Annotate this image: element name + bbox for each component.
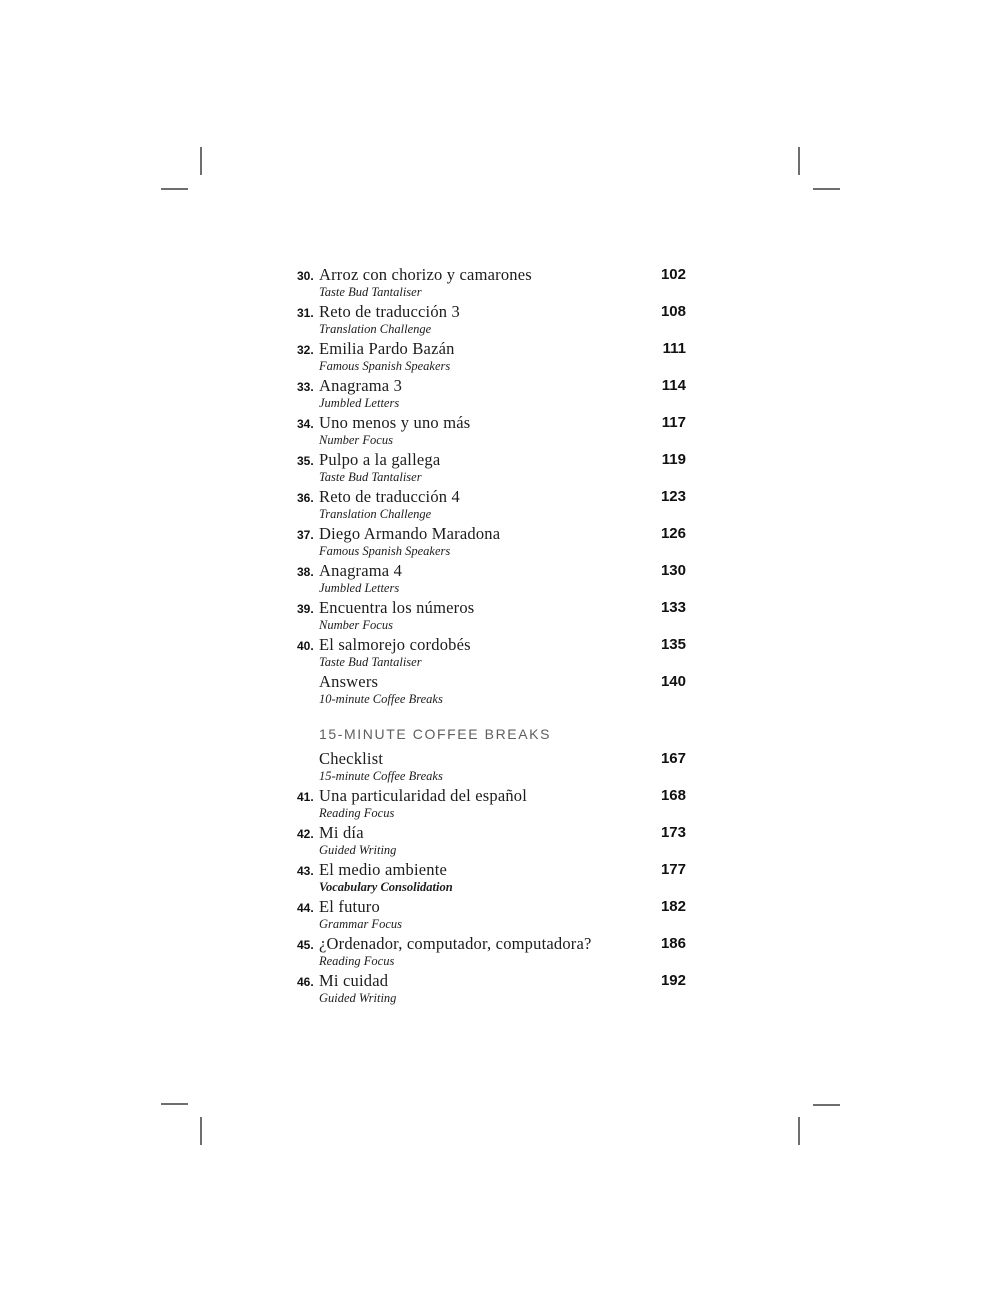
toc-entry-number: 33. [297,380,314,394]
toc-entry-title: Reto de traducción 4 [319,487,460,506]
toc-entry-page-number: 114 [661,377,686,394]
toc-entry-title: Mi día [319,823,364,842]
toc-entry-subtitle: Guided Writing [319,991,397,1005]
toc-entry-title-line [297,524,686,543]
toc-entry-page-number: 177 [660,861,686,878]
toc-entry-page-number: 108 [660,303,686,320]
toc-entry-title: ¿Ordenador, computador, computadora? [319,934,592,953]
toc-entry-title: Anagrama 4 [319,561,403,580]
toc-entry-page-number: 192 [660,972,686,989]
toc-entry-number: 41. [297,790,314,804]
toc-entry-number: 37. [297,528,314,542]
toc-entry [297,749,686,786]
toc-entry-number: 43. [297,864,314,878]
toc-entry-title-line [297,487,686,506]
toc-entry-title: Diego Armando Maradona [319,524,501,543]
toc-section-15-minute [297,749,686,1008]
toc-entry-subtitle: Jumbled Letters [319,396,400,410]
toc-entry-title-line [297,450,686,469]
toc-section-10-minute [297,265,686,709]
toc-entry-title-line [297,672,686,691]
toc-entry-number: 35. [297,454,314,468]
toc-entry-page-number: 123 [660,488,686,505]
toc-entry-title-line [297,897,686,916]
toc-entry-subtitle: Jumbled Letters [319,581,400,595]
toc-entry-subtitle: Guided Writing [319,843,397,857]
toc-entry-title: Uno menos y uno más [319,413,471,432]
toc-entry-page-number: 130 [660,562,686,579]
toc-entry-subtitle: Taste Bud Tantaliser [319,655,422,669]
crop-mark-bottom-left-horizontal [161,1103,188,1105]
toc-entry-page-number: 133 [660,599,686,616]
toc-entry-subtitle: Vocabulary Consolidation [319,880,453,894]
crop-mark-top-right-vertical [798,147,800,175]
toc-entry-title: Checklist [319,749,384,768]
toc-entry-page-number: 168 [660,787,686,804]
toc-entry-title-line [297,635,686,654]
toc-entry-page-number: 119 [661,451,686,468]
toc-entry-number: 34. [297,417,314,431]
toc-entry-title-line [297,265,686,284]
toc-entry-page-number: 140 [660,673,686,690]
toc-entry [297,897,686,934]
toc-entry [297,971,686,1008]
toc-entry [297,635,686,672]
toc-entry-title-line [297,376,686,395]
toc-entry-subtitle: Famous Spanish Speakers [319,359,451,373]
toc-entry [297,487,686,524]
toc-entry-title: El futuro [319,897,380,916]
table-of-contents [297,265,686,1008]
toc-entry-title: Arroz con chorizo y camarones [319,265,532,284]
toc-entry-subtitle: 10-minute Coffee Breaks [319,692,443,706]
section-heading-15-minute-coffee-breaks: 15-MINUTE COFFEE BREAKS [319,726,552,742]
toc-entry-title: Una particularidad del español [319,786,528,805]
toc-entry-title: Answers [319,672,379,691]
toc-entry-number: 30. [297,269,314,283]
toc-entry-title-line [297,860,686,879]
crop-mark-bottom-left-vertical [200,1117,202,1145]
toc-entry-title-line [297,934,686,953]
toc-entry-page-number: 173 [660,824,686,841]
toc-entry-title: Anagrama 3 [319,376,403,395]
toc-entry-title: Pulpo a la gallega [319,450,441,469]
toc-entry-title: Emilia Pardo Bazán [319,339,455,358]
toc-entry-title-line [297,561,686,580]
toc-entry [297,598,686,635]
crop-mark-top-left-vertical [200,147,202,175]
toc-entry-page-number: 111 [662,340,686,357]
toc-entry-subtitle: Famous Spanish Speakers [319,544,451,558]
toc-entry [297,450,686,487]
toc-entry-number: 46. [297,975,314,989]
toc-entry-title-line [297,786,686,805]
toc-entry-subtitle: Taste Bud Tantaliser [319,470,422,484]
toc-entry-subtitle: Translation Challenge [319,322,432,336]
toc-entry-page-number: 102 [660,266,686,283]
toc-entry-title-line [297,823,686,842]
toc-entry-number: 36. [297,491,314,505]
toc-entry-number: 44. [297,901,314,915]
crop-mark-bottom-right-horizontal [813,1104,840,1106]
toc-entry [297,413,686,450]
toc-entry-title: Encuentra los números [319,598,475,617]
toc-entry-title-line [297,749,686,768]
toc-entry [297,302,686,339]
toc-entry [297,934,686,971]
toc-entry-number: 32. [297,343,314,357]
toc-entry [297,265,686,302]
toc-entry [297,561,686,598]
toc-entry [297,786,686,823]
toc-entry-title: Mi cuidad [319,971,389,990]
crop-mark-bottom-right-vertical [798,1117,800,1145]
toc-entry-title-line [297,598,686,617]
crop-mark-top-right-horizontal [813,188,840,190]
toc-entry-page-number: 126 [660,525,686,542]
toc-entry-number: 45. [297,938,314,952]
toc-entry-title-line [297,302,686,321]
toc-entry-subtitle: Reading Focus [319,806,395,820]
toc-entry-title: Reto de traducción 3 [319,302,460,321]
toc-entry-number: 42. [297,827,314,841]
toc-entry [297,339,686,376]
toc-entry-number: 39. [297,602,314,616]
toc-entry-title-line [297,971,686,990]
toc-entry-subtitle: Reading Focus [319,954,395,968]
toc-entry-page-number: 135 [660,636,686,653]
toc-entry-subtitle: 15-minute Coffee Breaks [319,769,443,783]
toc-entry-page-number: 186 [660,935,686,952]
toc-entry-title-line [297,339,686,358]
toc-entry-title: El medio ambiente [319,860,448,879]
toc-entry [297,376,686,413]
toc-entry [297,672,686,709]
toc-entry [297,524,686,561]
toc-entry-subtitle: Taste Bud Tantaliser [319,285,422,299]
toc-entry-subtitle: Translation Challenge [319,507,432,521]
toc-entry-page-number: 182 [660,898,686,915]
toc-entry-number: 38. [297,565,314,579]
toc-entry [297,823,686,860]
toc-entry-title: El salmorejo cordobés [319,635,471,654]
toc-entry-number: 40. [297,639,314,653]
crop-mark-top-left-horizontal [161,188,188,190]
toc-entry-page-number: 167 [660,750,686,767]
toc-entry-subtitle: Number Focus [319,433,393,447]
toc-entry-subtitle: Number Focus [319,618,393,632]
toc-entry-number: 31. [297,306,314,320]
toc-entry-title-line [297,413,686,432]
toc-entry-page-number: 117 [661,414,686,431]
toc-entry [297,860,686,897]
toc-entry-subtitle: Grammar Focus [319,917,402,931]
